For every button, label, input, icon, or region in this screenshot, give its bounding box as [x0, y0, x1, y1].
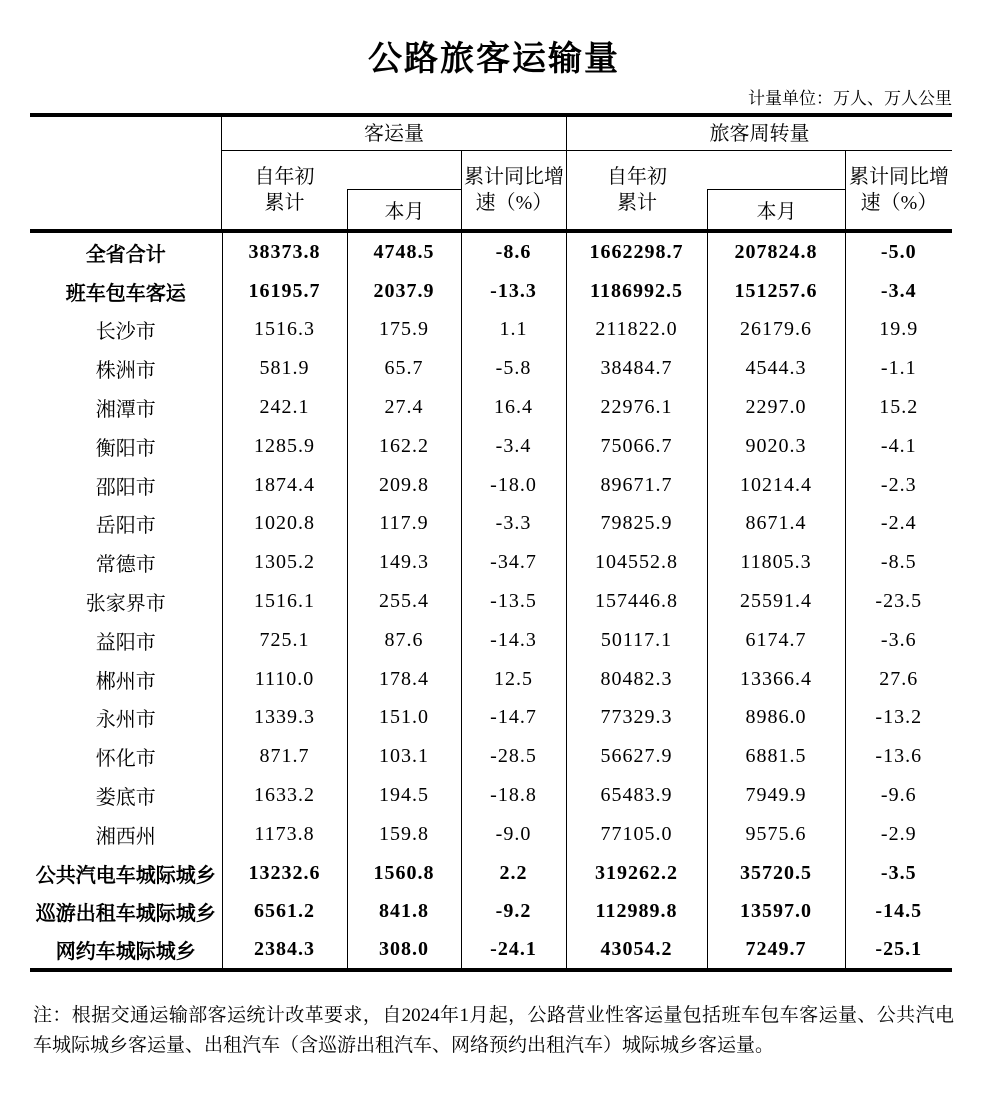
cell-value: 79825.9 [566, 505, 707, 544]
cell-value: 77329.3 [566, 699, 707, 738]
cell-value: 87.6 [347, 621, 461, 660]
cell-value: 8671.4 [707, 505, 845, 544]
cell-value: 27.6 [845, 660, 952, 699]
cell-value: 12.5 [461, 660, 566, 699]
cell-value: 6174.7 [707, 621, 845, 660]
row-label: 怀化市 [95, 748, 156, 771]
cell-value: 9575.6 [707, 815, 845, 854]
table-row [30, 388, 952, 427]
row-label: 长沙市 [95, 321, 156, 344]
cell-value: -1.1 [845, 349, 952, 388]
cell-value: 1173.8 [222, 815, 347, 854]
cell-value: -34.7 [461, 543, 566, 582]
group-header-passenger-volume: 客运量 [222, 117, 566, 151]
cell-value: -3.3 [461, 505, 566, 544]
row-label: 株洲市 [95, 360, 156, 383]
cell-value: 1662298.7 [566, 233, 707, 272]
cell-value: -25.1 [845, 931, 952, 970]
row-label: 郴州市 [95, 670, 156, 693]
cell-value: 178.4 [347, 660, 461, 699]
table-row [30, 466, 952, 505]
cell-value: 7249.7 [707, 931, 845, 970]
row-label: 网约车城际城乡 [55, 941, 196, 964]
cell-value: -14.7 [461, 699, 566, 738]
row-label: 全省合计 [85, 243, 166, 266]
cell-value: 151257.6 [707, 272, 845, 311]
table-body-grid [30, 233, 952, 972]
header-turnover-cumulative [567, 151, 707, 229]
table-row [30, 543, 952, 582]
header-turnover-month-label: 本月 [756, 201, 797, 223]
cell-value: 2384.3 [222, 931, 347, 970]
cell-value: -9.2 [461, 893, 566, 932]
cell-value: -2.9 [845, 815, 952, 854]
table-row [30, 699, 952, 738]
cell-value: -13.6 [845, 737, 952, 776]
table-body [30, 233, 952, 970]
cell-value: 16195.7 [222, 272, 347, 311]
cell-value: 1186992.5 [566, 272, 707, 311]
cell-value: 1339.3 [222, 699, 347, 738]
cell-value: 50117.1 [566, 621, 707, 660]
cell-value: -2.3 [845, 466, 952, 505]
cell-value: 75066.7 [566, 427, 707, 466]
table-row [30, 776, 952, 815]
cell-value: -8.6 [461, 233, 566, 272]
header-volume-cumulative [222, 151, 347, 229]
header-volume-cumulative-label: 自年初累计 [254, 166, 315, 214]
cell-value: 80482.3 [566, 660, 707, 699]
cell-value: -5.0 [845, 233, 952, 272]
row-label-column-header [30, 117, 222, 229]
unit-note: 计量单位：万人、万人公里 [748, 89, 952, 108]
header-volume-growth [461, 151, 566, 229]
cell-value: 13232.6 [222, 854, 347, 893]
cell-value: -14.3 [461, 621, 566, 660]
row-label: 益阳市 [95, 631, 156, 654]
cell-value: 38484.7 [566, 349, 707, 388]
header-turnover-growth-label: 累计同比增速（%） [849, 166, 949, 214]
cell-value: 159.8 [347, 815, 461, 854]
row-label: 岳阳市 [95, 515, 156, 538]
header-volume-growth-label: 累计同比增速（%） [464, 166, 564, 214]
table-row [30, 660, 952, 699]
cell-value: -4.1 [845, 427, 952, 466]
cell-value: 209.8 [347, 466, 461, 505]
table-row [30, 582, 952, 621]
cell-value: 43054.2 [566, 931, 707, 970]
cell-value: 2297.0 [707, 388, 845, 427]
table-row [30, 233, 952, 272]
cell-value: 4544.3 [707, 349, 845, 388]
row-label: 班车包车客运 [65, 282, 186, 305]
cell-value: -24.1 [461, 931, 566, 970]
cell-value: -8.5 [845, 543, 952, 582]
cell-value: 1516.3 [222, 311, 347, 350]
cell-value: 89671.7 [566, 466, 707, 505]
cell-value: 16.4 [461, 388, 566, 427]
cell-value: 13366.4 [707, 660, 845, 699]
cell-value: 22976.1 [566, 388, 707, 427]
cell-value: -9.0 [461, 815, 566, 854]
cell-value: 725.1 [222, 621, 347, 660]
cell-value: -3.5 [845, 854, 952, 893]
table-row [30, 505, 952, 544]
cell-value: 65.7 [347, 349, 461, 388]
table-row [30, 854, 952, 893]
cell-value: 1110.0 [222, 660, 347, 699]
cell-value: 19.9 [845, 311, 952, 350]
table-row [30, 815, 952, 854]
cell-value: 65483.9 [566, 776, 707, 815]
cell-value: -3.4 [845, 272, 952, 311]
row-label: 巡游出租车城际城乡 [35, 903, 216, 926]
row-label: 娄底市 [95, 787, 156, 810]
cell-value: 11805.3 [707, 543, 845, 582]
cell-value: 15.2 [845, 388, 952, 427]
cell-value: 1020.8 [222, 505, 347, 544]
cell-value: 8986.0 [707, 699, 845, 738]
row-label: 邵阳市 [95, 476, 156, 499]
cell-value: 841.8 [347, 893, 461, 932]
cell-value: 1.1 [461, 311, 566, 350]
cell-value: 194.5 [347, 776, 461, 815]
cell-value: 151.0 [347, 699, 461, 738]
cell-value: 9020.3 [707, 427, 845, 466]
cell-value: 6881.5 [707, 737, 845, 776]
row-label: 永州市 [95, 709, 156, 732]
cell-value: 7949.9 [707, 776, 845, 815]
cell-value: -18.8 [461, 776, 566, 815]
cell-value: 104552.8 [566, 543, 707, 582]
cell-value: 13597.0 [707, 893, 845, 932]
cell-value: -23.5 [845, 582, 952, 621]
cell-value: 319262.2 [566, 854, 707, 893]
cell-value: 38373.8 [222, 233, 347, 272]
page-title: 公路旅客运输量 [368, 41, 620, 78]
cell-value: -14.5 [845, 893, 952, 932]
table-row [30, 272, 952, 311]
cell-value: 242.1 [222, 388, 347, 427]
footnote: 注：根据交通运输部客运统计改革要求，自2024年1月起，公路营业性客运量包括班车包车客运量、公共汽电车城际城乡客运量、出租汽车（含巡游出租汽车、网络预约出租汽车）城际城乡客运量。 [33, 1005, 954, 1056]
cell-value: 103.1 [347, 737, 461, 776]
row-label: 张家界市 [85, 593, 166, 616]
header-turnover-growth [845, 151, 952, 229]
cell-value: 112989.8 [566, 893, 707, 932]
table-row [30, 621, 952, 660]
cell-value: -5.8 [461, 349, 566, 388]
cell-value: 26179.6 [707, 311, 845, 350]
cell-value: 56627.9 [566, 737, 707, 776]
cell-value: -2.4 [845, 505, 952, 544]
cell-value: 149.3 [347, 543, 461, 582]
cell-value: 117.9 [347, 505, 461, 544]
cell-value: -13.2 [845, 699, 952, 738]
row-label: 衡阳市 [95, 437, 156, 460]
cell-value: 77105.0 [566, 815, 707, 854]
cell-value: -13.5 [461, 582, 566, 621]
cell-value: -13.3 [461, 272, 566, 311]
cell-value: 2037.9 [347, 272, 461, 311]
cell-value: 175.9 [347, 311, 461, 350]
cell-value: 871.7 [222, 737, 347, 776]
row-label: 公共汽电车城际城乡 [35, 864, 216, 887]
table-row [30, 427, 952, 466]
row-label: 湘潭市 [95, 399, 156, 422]
cell-value: 207824.8 [707, 233, 845, 272]
cell-value: 1305.2 [222, 543, 347, 582]
cell-value: 1516.1 [222, 582, 347, 621]
cell-value: 1560.8 [347, 854, 461, 893]
cell-value: -9.6 [845, 776, 952, 815]
table-row [30, 349, 952, 388]
table-header [30, 113, 952, 233]
cell-value: -28.5 [461, 737, 566, 776]
cell-value: 2.2 [461, 854, 566, 893]
cell-value: -3.6 [845, 621, 952, 660]
table-row [30, 931, 952, 970]
row-label: 湘西州 [95, 825, 156, 848]
cell-value: 25591.4 [707, 582, 845, 621]
cell-value: 308.0 [347, 931, 461, 970]
header-volume-month-label: 本月 [384, 201, 425, 223]
cell-value: 157446.8 [566, 582, 707, 621]
cell-value: 6561.2 [222, 893, 347, 932]
header-turnover-month [707, 189, 845, 229]
cell-value: -18.0 [461, 466, 566, 505]
group-header-passenger-turnover: 旅客周转量 [567, 117, 952, 151]
cell-value: 581.9 [222, 349, 347, 388]
cell-value: 211822.0 [566, 311, 707, 350]
cell-value: 255.4 [347, 582, 461, 621]
cell-value: 10214.4 [707, 466, 845, 505]
statistics-table [30, 113, 952, 972]
header-volume-month [347, 189, 461, 229]
cell-value: 35720.5 [707, 854, 845, 893]
header-turnover-cumulative-label: 自年初累计 [607, 166, 667, 214]
cell-value: -3.4 [461, 427, 566, 466]
cell-value: 27.4 [347, 388, 461, 427]
cell-value: 1285.9 [222, 427, 347, 466]
cell-value: 4748.5 [347, 233, 461, 272]
cell-value: 162.2 [347, 427, 461, 466]
table-row [30, 737, 952, 776]
cell-value: 1874.4 [222, 466, 347, 505]
row-label: 常德市 [95, 554, 156, 577]
cell-value: 1633.2 [222, 776, 347, 815]
table-row [30, 893, 952, 932]
table-row [30, 311, 952, 350]
